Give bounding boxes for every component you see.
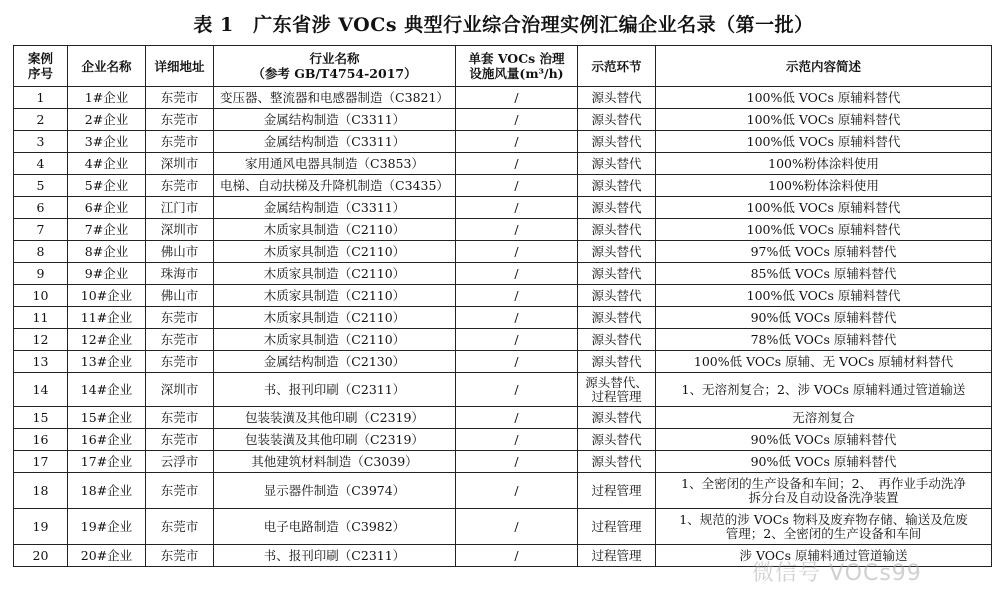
cell-air-volume: / [456,373,578,407]
cell-case-no: 2 [14,109,68,131]
cell-air-volume: / [456,407,578,429]
cell-demo-stage: 源头替代 [578,263,656,285]
table-row [14,219,992,241]
cell-demo-content-line2: 管理；2、全密闭的生产设备和车间 [725,525,922,541]
cell-demo-stage: 源头替代 [578,153,656,175]
cell-industry: 书、报刊印刷（C2311） [214,373,456,407]
cell-industry: 木质家具制造（C2110） [214,263,456,285]
cell-demo-content: 1、无溶剂复合；2、涉 VOCs 原辅料通过管道输送 [656,373,992,407]
cell-industry: 木质家具制造（C2110） [214,241,456,263]
cell-demo-content: 100%粉体涂料使用 [656,153,992,175]
cell-enterprise-name: 14#企业 [68,373,146,407]
cell-industry: 金属结构制造（C3311） [214,197,456,219]
header-demo-content: 示范内容简述 [656,46,992,87]
cell-demo-content-line2: 拆分台及自动设备洗净装置 [748,489,899,505]
cell-air-volume: / [456,307,578,329]
cell-air-volume: / [456,351,578,373]
cell-demo-content: 78%低 VOCs 原辅料替代 [656,329,992,351]
cell-demo-content: 90%低 VOCs 原辅料替代 [656,307,992,329]
cell-air-volume: / [456,241,578,263]
cell-enterprise-name: 18#企业 [68,473,146,509]
cell-address: 东莞市 [146,429,214,451]
cell-demo-content: 97%低 VOCs 原辅料替代 [656,241,992,263]
cell-demo-content [656,509,992,545]
cell-demo-content [656,473,992,509]
cell-demo-stage: 源头替代 [578,329,656,351]
cell-demo-stage: 源头替代 [578,197,656,219]
table-row [14,473,992,509]
header-demo-stage: 示范环节 [578,46,656,87]
cell-address: 东莞市 [146,175,214,197]
cell-enterprise-name: 13#企业 [68,351,146,373]
cell-address: 东莞市 [146,509,214,545]
cell-case-no: 4 [14,153,68,175]
table-row [14,263,992,285]
cell-demo-content: 100%低 VOCs 原辅料替代 [656,197,992,219]
cell-demo-stage: 源头替代 [578,87,656,109]
cell-demo-content: 100%低 VOCs 原辅料替代 [656,87,992,109]
cell-case-no: 15 [14,407,68,429]
cell-enterprise-name: 15#企业 [68,407,146,429]
cell-demo-stage: 源头替代 [578,451,656,473]
table-row [14,509,992,545]
cell-enterprise-name: 20#企业 [68,545,146,567]
header-air-volume: 单套 VOCs 治理 设施风量(m³/h) [456,46,578,87]
cell-case-no: 13 [14,351,68,373]
cell-industry: 金属结构制造（C3311） [214,131,456,153]
cell-address: 江门市 [146,197,214,219]
cell-address: 东莞市 [146,307,214,329]
cell-case-no: 17 [14,451,68,473]
cell-industry: 电子电路制造（C3982） [214,509,456,545]
cell-air-volume: / [456,153,578,175]
cell-demo-stage: 源头替代 [578,429,656,451]
header-case-no: 案例 序号 [14,46,68,87]
cell-address: 云浮市 [146,451,214,473]
cell-enterprise-name: 17#企业 [68,451,146,473]
cell-case-no: 18 [14,473,68,509]
watermark: 微信号 VOCs99 [752,561,922,586]
cell-demo-stage: 源头替代 [578,219,656,241]
cell-demo-content: 100%低 VOCs 原辅料替代 [656,285,992,307]
cell-air-volume: / [456,509,578,545]
cell-demo-stage [578,373,656,407]
cell-address: 东莞市 [146,351,214,373]
cell-case-no: 14 [14,373,68,407]
cell-air-volume: / [456,545,578,567]
cell-address: 深圳市 [146,373,214,407]
cell-case-no: 6 [14,197,68,219]
cell-demo-stage: 源头替代 [578,241,656,263]
cell-demo-stage: 源头替代 [578,131,656,153]
cell-demo-stage: 源头替代 [578,307,656,329]
table-row [14,87,992,109]
table-row [14,109,992,131]
cell-demo-stage: 过程管理 [578,473,656,509]
header-industry: 行业名称 （参考 GB/T4754-2017） [214,46,456,87]
cell-address: 东莞市 [146,329,214,351]
cell-case-no: 3 [14,131,68,153]
table-row [14,407,992,429]
cell-industry: 木质家具制造（C2110） [214,219,456,241]
cell-enterprise-name: 7#企业 [68,219,146,241]
cell-case-no: 5 [14,175,68,197]
table-row [14,241,992,263]
cell-enterprise-name: 2#企业 [68,109,146,131]
cell-case-no: 7 [14,219,68,241]
cell-industry: 木质家具制造（C2110） [214,307,456,329]
cell-case-no: 9 [14,263,68,285]
cell-address: 东莞市 [146,109,214,131]
cell-demo-stage: 过程管理 [578,545,656,567]
cell-air-volume: / [456,285,578,307]
cell-case-no: 20 [14,545,68,567]
cell-address: 珠海市 [146,263,214,285]
cell-demo-stage: 过程管理 [578,509,656,545]
header-enterprise-name: 企业名称 [68,46,146,87]
cell-demo-content-line1: 1、规范的涉 VOCs 物料及废弃物存储、输送及危废 [679,511,968,527]
cell-demo-content: 涉 VOCs 原辅料通过管道输送 [656,545,992,567]
cell-address: 佛山市 [146,241,214,263]
header-address: 详细地址 [146,46,214,87]
table-body [14,87,992,567]
cell-demo-stage: 源头替代 [578,351,656,373]
table-row [14,285,992,307]
table-row [14,351,992,373]
cell-demo-stage: 源头替代 [578,109,656,131]
table-row [14,307,992,329]
cell-air-volume: / [456,175,578,197]
cell-address: 深圳市 [146,153,214,175]
table-row [14,329,992,351]
cell-industry: 金属结构制造（C3311） [214,109,456,131]
cell-enterprise-name: 8#企业 [68,241,146,263]
cell-industry: 电梯、自动扶梯及升降机制造（C3435） [214,175,456,197]
cell-industry: 金属结构制造（C2130） [214,351,456,373]
cell-air-volume: / [456,197,578,219]
cell-case-no: 12 [14,329,68,351]
table-row [14,373,992,407]
cell-demo-stage-line1: 源头替代、 [585,374,648,390]
cell-demo-content-line1: 1、全密闭的生产设备和车间；2、 再作业手动洗净 [681,475,966,491]
cell-demo-stage-line2: 过程管理 [591,388,642,404]
cell-enterprise-name: 10#企业 [68,285,146,307]
cell-case-no: 11 [14,307,68,329]
cell-air-volume: / [456,109,578,131]
cell-address: 东莞市 [146,131,214,153]
cell-demo-stage: 源头替代 [578,285,656,307]
cell-enterprise-name: 4#企业 [68,153,146,175]
cell-demo-content: 90%低 VOCs 原辅料替代 [656,429,992,451]
cell-demo-content: 100%低 VOCs 原辅料替代 [656,219,992,241]
cell-air-volume: / [456,87,578,109]
cell-industry: 木质家具制造（C2110） [214,285,456,307]
cell-case-no: 16 [14,429,68,451]
table-row [14,197,992,219]
cell-air-volume: / [456,473,578,509]
table-row [14,153,992,175]
cell-case-no: 1 [14,87,68,109]
table-row [14,175,992,197]
cell-industry: 显示器件制造（C3974） [214,473,456,509]
cell-enterprise-name: 16#企业 [68,429,146,451]
cell-air-volume: / [456,451,578,473]
cell-address: 东莞市 [146,545,214,567]
table-row [14,131,992,153]
cell-air-volume: / [456,263,578,285]
cell-demo-content: 100%低 VOCs 原辅、无 VOCs 原辅材料替代 [656,351,992,373]
cell-case-no: 19 [14,509,68,545]
table-row [14,545,992,567]
cell-address: 佛山市 [146,285,214,307]
cell-demo-content: 100%低 VOCs 原辅料替代 [656,109,992,131]
cell-industry: 变压器、整流器和电感器制造（C3821） [214,87,456,109]
cell-air-volume: / [456,131,578,153]
cell-demo-stage: 源头替代 [578,175,656,197]
cell-demo-content: 85%低 VOCs 原辅料替代 [656,263,992,285]
cell-enterprise-name: 6#企业 [68,197,146,219]
cell-case-no: 8 [14,241,68,263]
cell-demo-content: 90%低 VOCs 原辅料替代 [656,451,992,473]
cell-air-volume: / [456,429,578,451]
cell-enterprise-name: 12#企业 [68,329,146,351]
cell-industry: 家用通风电器具制造（C3853） [214,153,456,175]
cell-address: 东莞市 [146,407,214,429]
cell-enterprise-name: 1#企业 [68,87,146,109]
cell-demo-content: 100%低 VOCs 原辅料替代 [656,131,992,153]
cell-enterprise-name: 11#企业 [68,307,146,329]
enterprise-directory-table [13,45,992,567]
table-title: 表 1 广东省涉 VOCs 典型行业综合治理实例汇编企业名录（第一批） [193,14,814,36]
cell-demo-content: 100%粉体涂料使用 [656,175,992,197]
cell-enterprise-name: 9#企业 [68,263,146,285]
cell-address: 东莞市 [146,87,214,109]
cell-address: 深圳市 [146,219,214,241]
table-row [14,451,992,473]
cell-air-volume: / [456,329,578,351]
cell-air-volume: / [456,219,578,241]
cell-address: 东莞市 [146,473,214,509]
cell-enterprise-name: 3#企业 [68,131,146,153]
cell-enterprise-name: 5#企业 [68,175,146,197]
cell-demo-stage: 源头替代 [578,407,656,429]
cell-industry: 木质家具制造（C2110） [214,329,456,351]
cell-demo-content: 无溶剂复合 [656,407,992,429]
cell-case-no: 10 [14,285,68,307]
cell-industry: 其他建筑材料制造（C3039） [214,451,456,473]
table-row [14,429,992,451]
cell-industry: 包装装潢及其他印刷（C2319） [214,429,456,451]
header-row [14,46,992,87]
cell-industry: 书、报刊印刷（C2311） [214,545,456,567]
cell-industry: 包装装潢及其他印刷（C2319） [214,407,456,429]
cell-enterprise-name: 19#企业 [68,509,146,545]
